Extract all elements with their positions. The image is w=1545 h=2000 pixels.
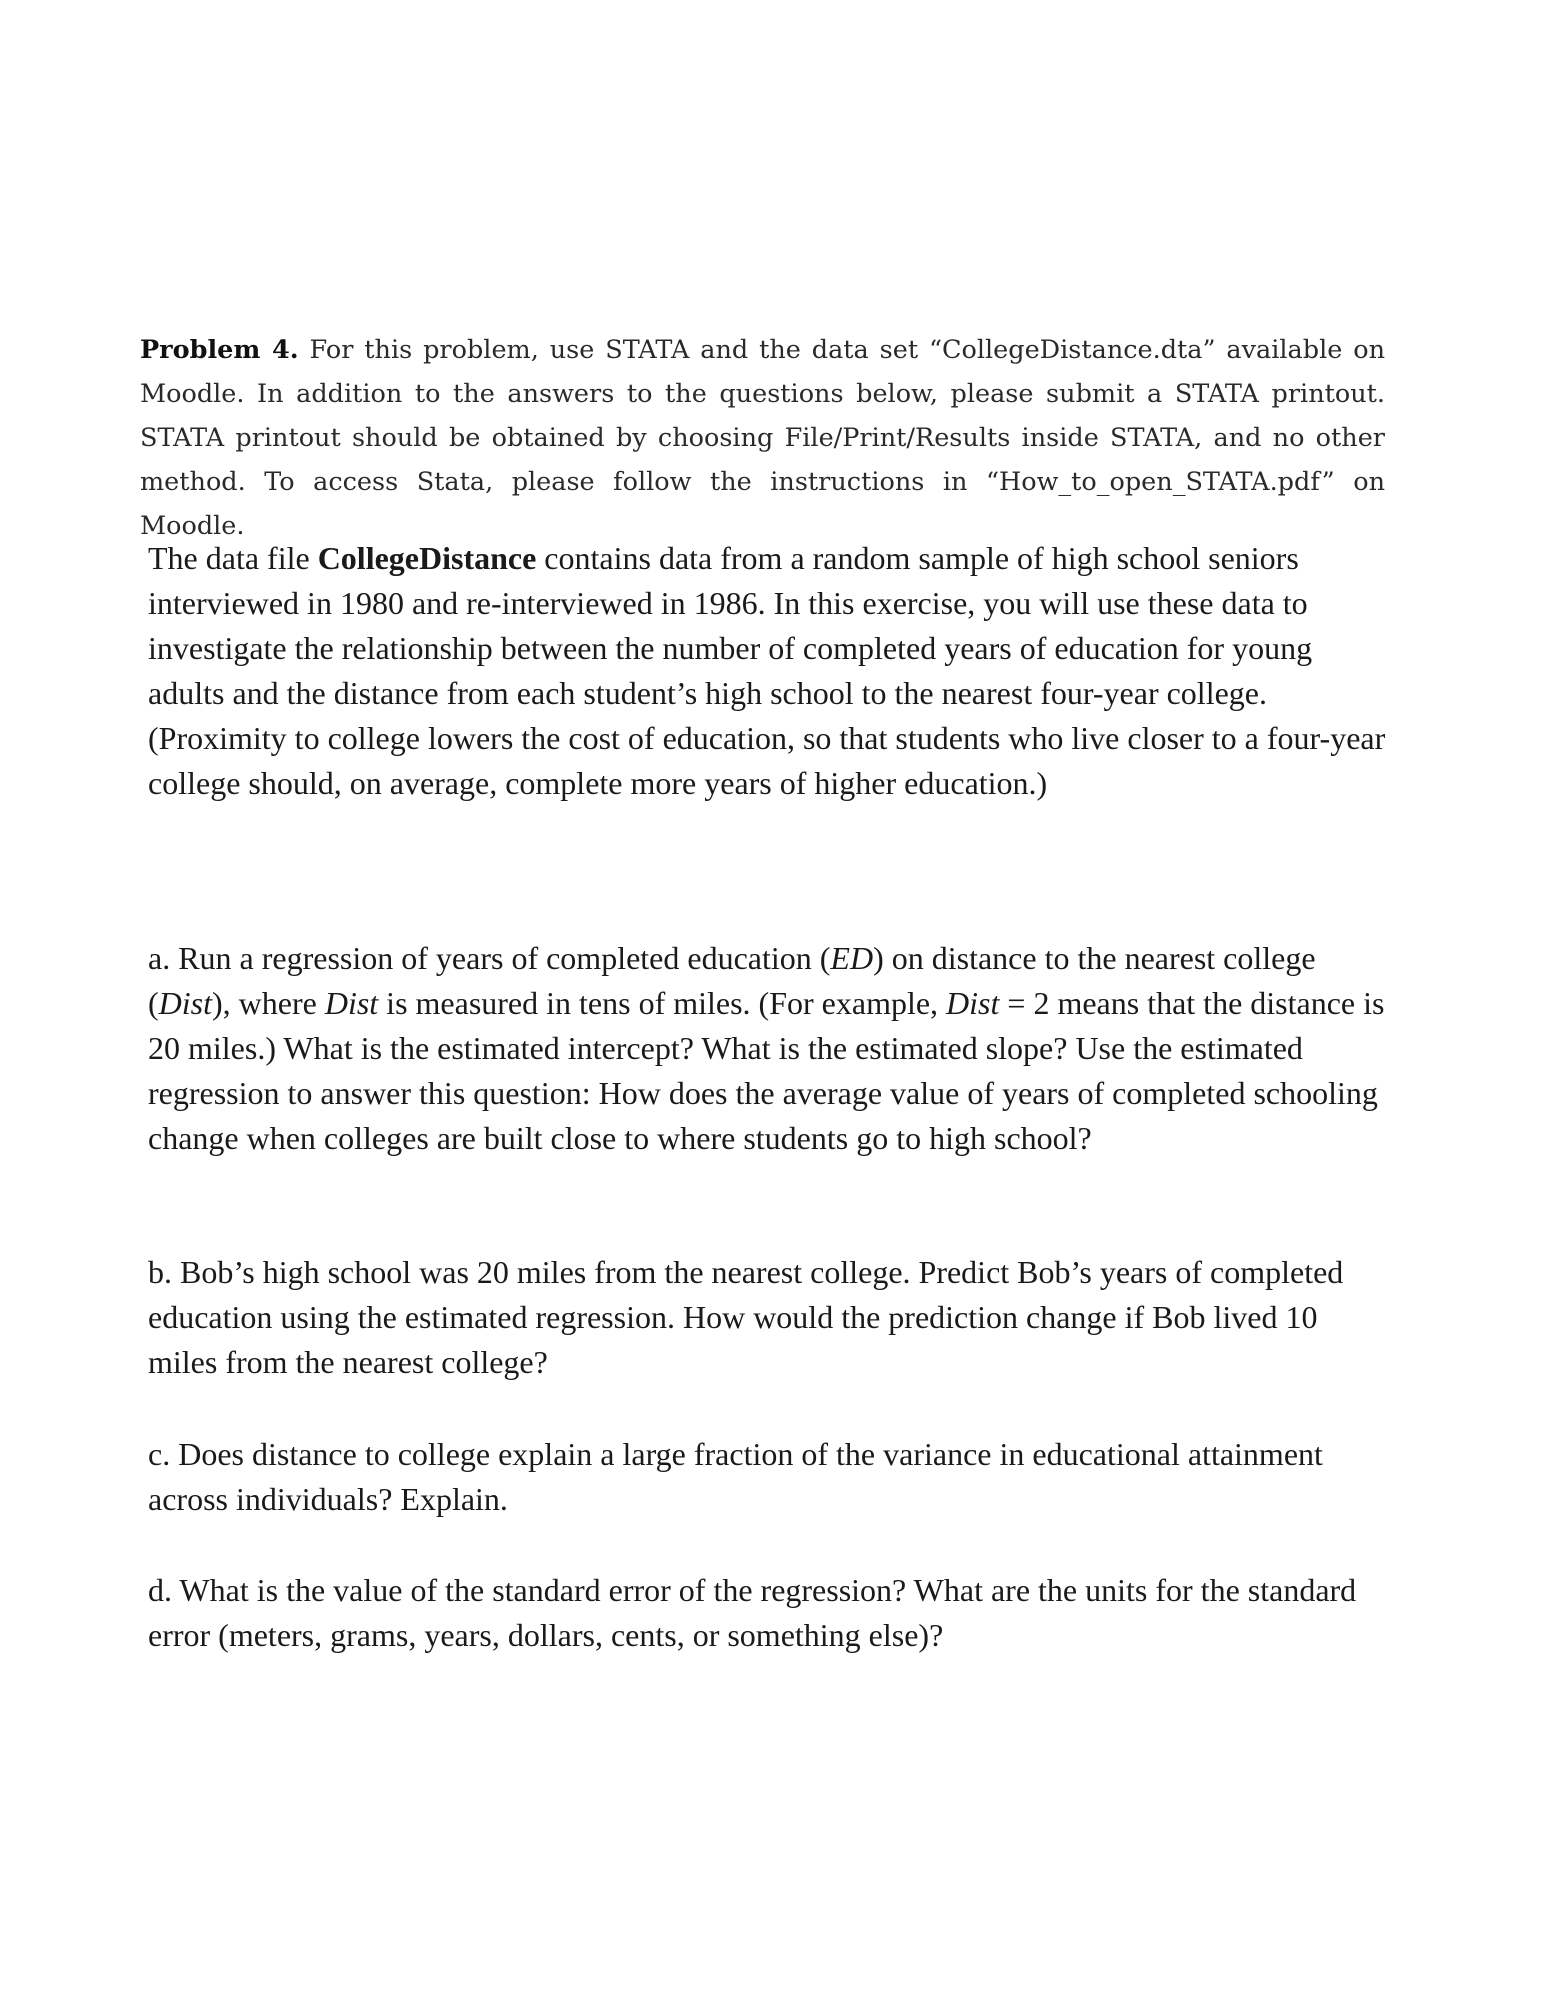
- question-c: c. Does distance to college explain a large fraction of the variance in educational attainment across individuals? Explain.: [148, 1436, 1323, 1517]
- question-a-text-3: ), where: [212, 985, 325, 1021]
- dataset-name: CollegeDistance: [317, 540, 537, 576]
- question-a-text-2: ) on distance to the nearest college (: [148, 940, 1316, 1021]
- variable-dist: Dist: [324, 985, 379, 1021]
- variable-ed: ED: [830, 940, 874, 976]
- intro-text-before: The data file: [148, 540, 318, 576]
- variable-dist: Dist: [158, 985, 212, 1021]
- problem-text: For this problem, use STATA and the data set “CollegeDistance.dta” available on Moodle. In addition to the answers to the questions below, please submit a STATA printout. STATA printout should be obtained by choosing File/Print/Results inside STATA, and no other method. To access Stata, please follow the instructions in “How_to_open_STATA.pdf” on Moodle.: [140, 335, 1386, 541]
- intro-paragraph: [148, 536, 1388, 806]
- variable-dist: Dist: [946, 985, 1000, 1021]
- problem-label: Problem 4.: [140, 335, 299, 365]
- problem-statement: [140, 328, 1385, 548]
- question-a-text-5: = 2 means that the distance is 20 miles.) What is the estimated intercept? What is the estimated slope? Use the estimated regression to answer this question: How does the average value of years of completed schooling change when colleges are built close to where students go to high school?: [148, 985, 1385, 1156]
- question-d: d. What is the value of the standard error of the regression? What are the units for the standard error (meters, grams, years, dollars, cents, or something else)?: [148, 1572, 1357, 1653]
- question-a: [148, 936, 1388, 1161]
- question-a-text-4: is measured in tens of miles. (For example,: [378, 985, 947, 1021]
- question-b: b. Bob’s high school was 20 miles from the nearest college. Predict Bob’s years of completed education using the estimated regression. How would the prediction change if Bob lived 10 miles from the nearest college?: [148, 1254, 1344, 1380]
- intro-text-after: contains data from a random sample of high school seniors interviewed in 1980 and re-interviewed in 1986. In this exercise, you will use these data to investigate the relationship between the number of completed years of education for young adults and the distance from each student’s high school to the nearest four-year college. (Proximity to college lowers the cost of education, so that students who live closer to a four-year college should, on average, complete more years of higher education.): [148, 540, 1386, 801]
- question-a-text-1: a. Run a regression of years of completed education (: [148, 940, 831, 976]
